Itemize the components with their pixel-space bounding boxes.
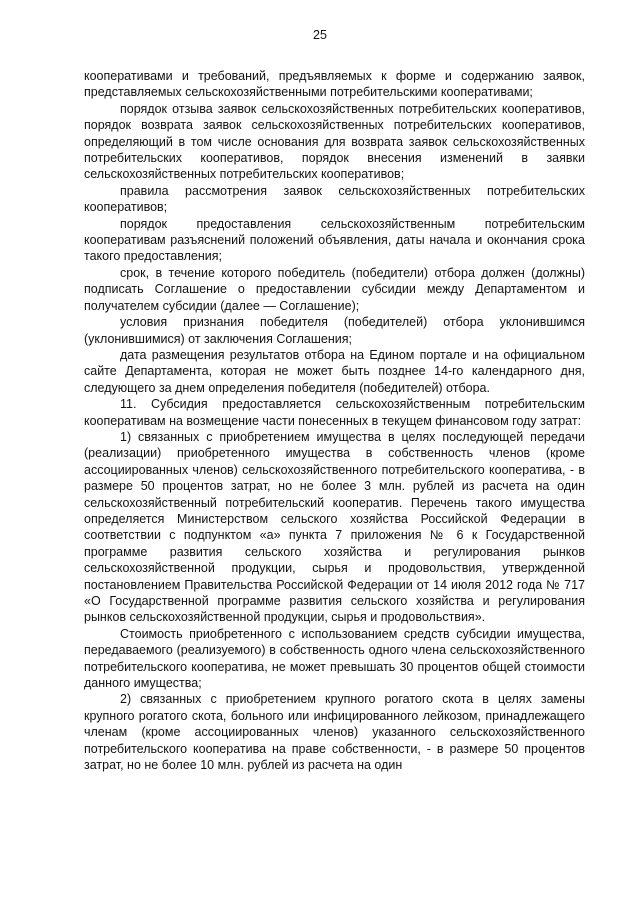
paragraph: 1) связанных с приобретением имущества в целях последующей передачи (реализации) приобретенного имущества в собственность членов (кроме ассоциированных членов) сельскохозяйственного потребительского кооператива, - в размере 50 процентов затрат, но не более 3 млн. рублей из расчета на один сельскохозяйственный потребительский кооператив. Перечень такого имущества определяется Министерством сельского хозяйства Российской Федерации в соответствии с подпунктом «а» пункта 7 приложения № 6 к Государственной программе развития сельского хозяйства и регулирования рынков сельскохозяйственной продукции, сырья и продовольствия, утвержденной постановлением Правительства Российской Федерации от 14 июля 2012 года № 717 «О Государственной программе развития сельского хозяйства и регулирования рынков сельскохозяйственной продукции, сырья и продовольствия». [84,429,585,625]
paragraph: кооперативами и требований, предъявляемых к форме и содержанию заявок, представляемых сельскохозяйственными потребительскими кооперативами; [84,69,585,100]
page-number: 25 [313,28,327,42]
paragraph: порядок предоставления сельскохозяйственным потребительским кооперативам разъяснений положений объявления, даты начала и окончания срока такого предоставления; [84,216,585,264]
paragraph: правила рассмотрения заявок сельскохозяйственных потребительских кооперативов; [84,183,585,215]
paragraph: 11. Субсидия предоставляется сельскохозяйственным потребительским кооперативам на возмещение части понесенных в текущем финансовом году затрат: [84,397,585,428]
paragraph: порядок отзыва заявок сельскохозяйственных потребительских кооперативов, порядок возврата заявок сельскохозяйственных потребительских кооперативов, определяющий в том числе основания для возврата заявок сельскохозяйственных потребительских кооперативов, порядок внесения изменений в заявки сельскохозяйственных потребительских кооперативов; [84,101,585,182]
paragraph: Стоимость приобретенного с использованием средств субсидии имущества, передаваемого (реализуемого) в собственность одного члена сельскохозяйственного потребительского кооператива, не может превышать 30 процентов общей стоимости данного имущества; [84,626,585,691]
document-body [84,68,585,773]
paragraph: условия признания победителя (победителей) отбора уклонившимся (уклонившимися) от заключения Соглашения; [84,315,585,346]
paragraph: 2) связанных с приобретением крупного рогатого скота в целях замены крупного рогатого скота, больного или инфицированного лейкозом, принадлежащего членам (кроме ассоциированных членов) указанного сельскохозяйственного потребительского кооператива на праве собственности, - в размере 50 процентов затрат, но не более 10 млн. рублей из расчета на один [84,692,585,773]
paragraph: срок, в течение которого победитель (победители) отбора должен (должны) подписать Соглашение о предоставлении субсидии между Департаментом и получателем субсидии (далее — Соглашение); [84,265,585,313]
paragraph: дата размещения результатов отбора на Едином портале и на официальном сайте Департамента, которая не может быть позднее 14-го календарного дня, следующего за днем определения победителя (победителей) отбора. [84,347,585,395]
